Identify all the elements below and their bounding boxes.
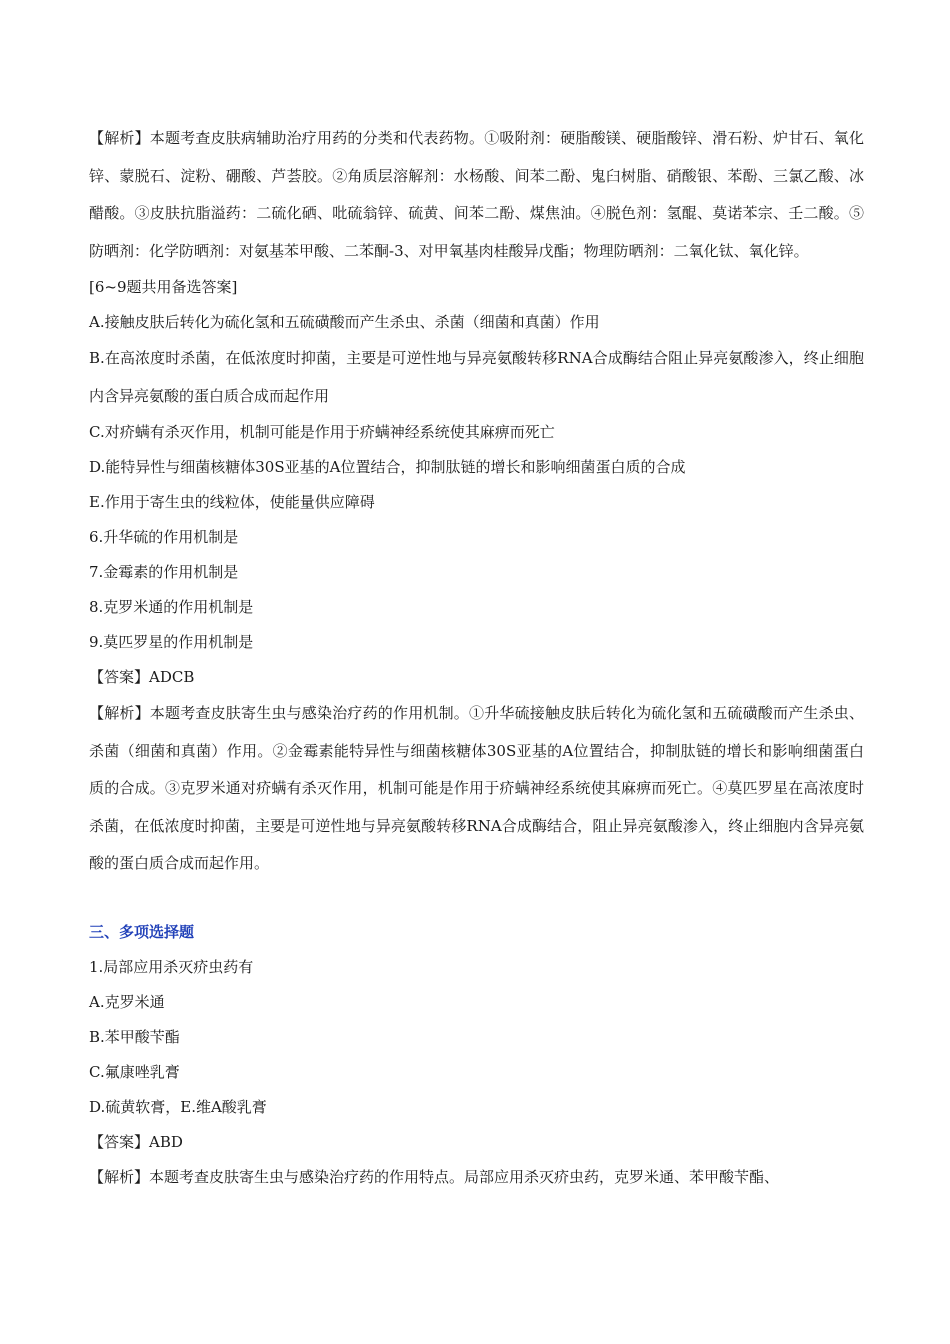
option-c: C.对疥螨有杀灭作用，机制可能是作用于疥螨神经系统使其麻痹而死亡 <box>89 423 555 441</box>
mc-option-b: B.苯甲酸苄酯 <box>89 1027 180 1046</box>
question-8: 8.克罗米通的作用机制是 <box>89 598 254 616</box>
question-9: 9.莫匹罗星的作用机制是 <box>89 633 254 651</box>
answer-6-9: 【答案】ADCB <box>89 668 195 686</box>
shared-options-title: [6~9题共用备选答案] <box>89 278 238 296</box>
analysis-paragraph-classification: 【解析】本题考查皮肤病辅助治疗用药的分类和代表药物。①吸附剂：硬脂酸镁、硬脂酸锌、滑石粉、炉甘石、氧化锌、蒙脱石、淀粉、硼酸、芦荟胶。②角质层溶解剂：水杨酸、间苯二酚、鬼臼树脂、硝酸银、苯酚、三氯乙酸、冰醋酸。③皮肤抗脂溢药：二硫化硒、吡硫翁锌、硫黄、间苯二酚、煤焦油。④脱色剂：氢醌、莫诺苯宗、壬二酸。⑤防晒剂：化学防晒剂：对氨基苯甲酸、二苯酮-3、对甲氧基肉桂酸异戊酯；物理防晒剂：二氧化钛、氧化锌。 <box>89 129 864 260</box>
option-d: D.能特异性与细菌核糖体30S亚基的A位置结合，抑制肽链的增长和影响细菌蛋白质的合成 <box>89 458 686 476</box>
section-heading-multiple-choice: 三、多项选择题 <box>89 922 195 941</box>
analysis-paragraph-scabies: 【解析】本题考查皮肤寄生虫与感染治疗药的作用特点。局部应用杀灭疥虫药，克罗米通、苯甲酸苄酯、 <box>89 1167 780 1186</box>
question-6: 6.升华硫的作用机制是 <box>89 528 239 546</box>
answer-1: 【答案】ABD <box>89 1132 183 1151</box>
question-1: 1.局部应用杀灭疥虫药有 <box>89 957 254 976</box>
question-7: 7.金霉素的作用机制是 <box>89 563 239 581</box>
option-b: B.在高浓度时杀菌，在低浓度时抑菌，主要是可逆性地与异亮氨酸转移RNA合成酶结合阻止异亮氨酸渗入，终止细胞内含异亮氨酸的蛋白质合成而起作用 <box>89 349 864 405</box>
document-content <box>89 120 864 1195</box>
mc-option-de: D.硫黄软膏，E.维A酸乳膏 <box>89 1097 267 1116</box>
option-e: E.作用于寄生虫的线粒体，使能量供应障碍 <box>89 493 375 511</box>
option-a: A.接触皮肤后转化为硫化氢和五硫磺酸而产生杀虫、杀菌（细菌和真菌）作用 <box>89 313 600 331</box>
mc-option-a: A.克罗米通 <box>89 992 165 1011</box>
mc-option-c: C.氟康唑乳膏 <box>89 1062 180 1081</box>
analysis-paragraph-mechanism: 【解析】本题考查皮肤寄生虫与感染治疗药的作用机制。①升华硫接触皮肤后转化为硫化氢和五硫磺酸而产生杀虫、杀菌（细菌和真菌）作用。②金霉素能特异性与细菌核糖体30S亚基的A位置结合，抑制肽链的增长和影响细菌蛋白质的合成。③克罗米通对疥螨有杀灭作用，机制可能是作用于疥螨神经系统使其麻痹而死亡。④莫匹罗星在高浓度时杀菌，在低浓度时抑菌，主要是可逆性地与异亮氨酸转移RNA合成酶结合，阻止异亮氨酸渗入，终止细胞内含异亮氨酸的蛋白质合成而起作用。 <box>89 704 864 872</box>
section-spacer <box>89 883 864 915</box>
